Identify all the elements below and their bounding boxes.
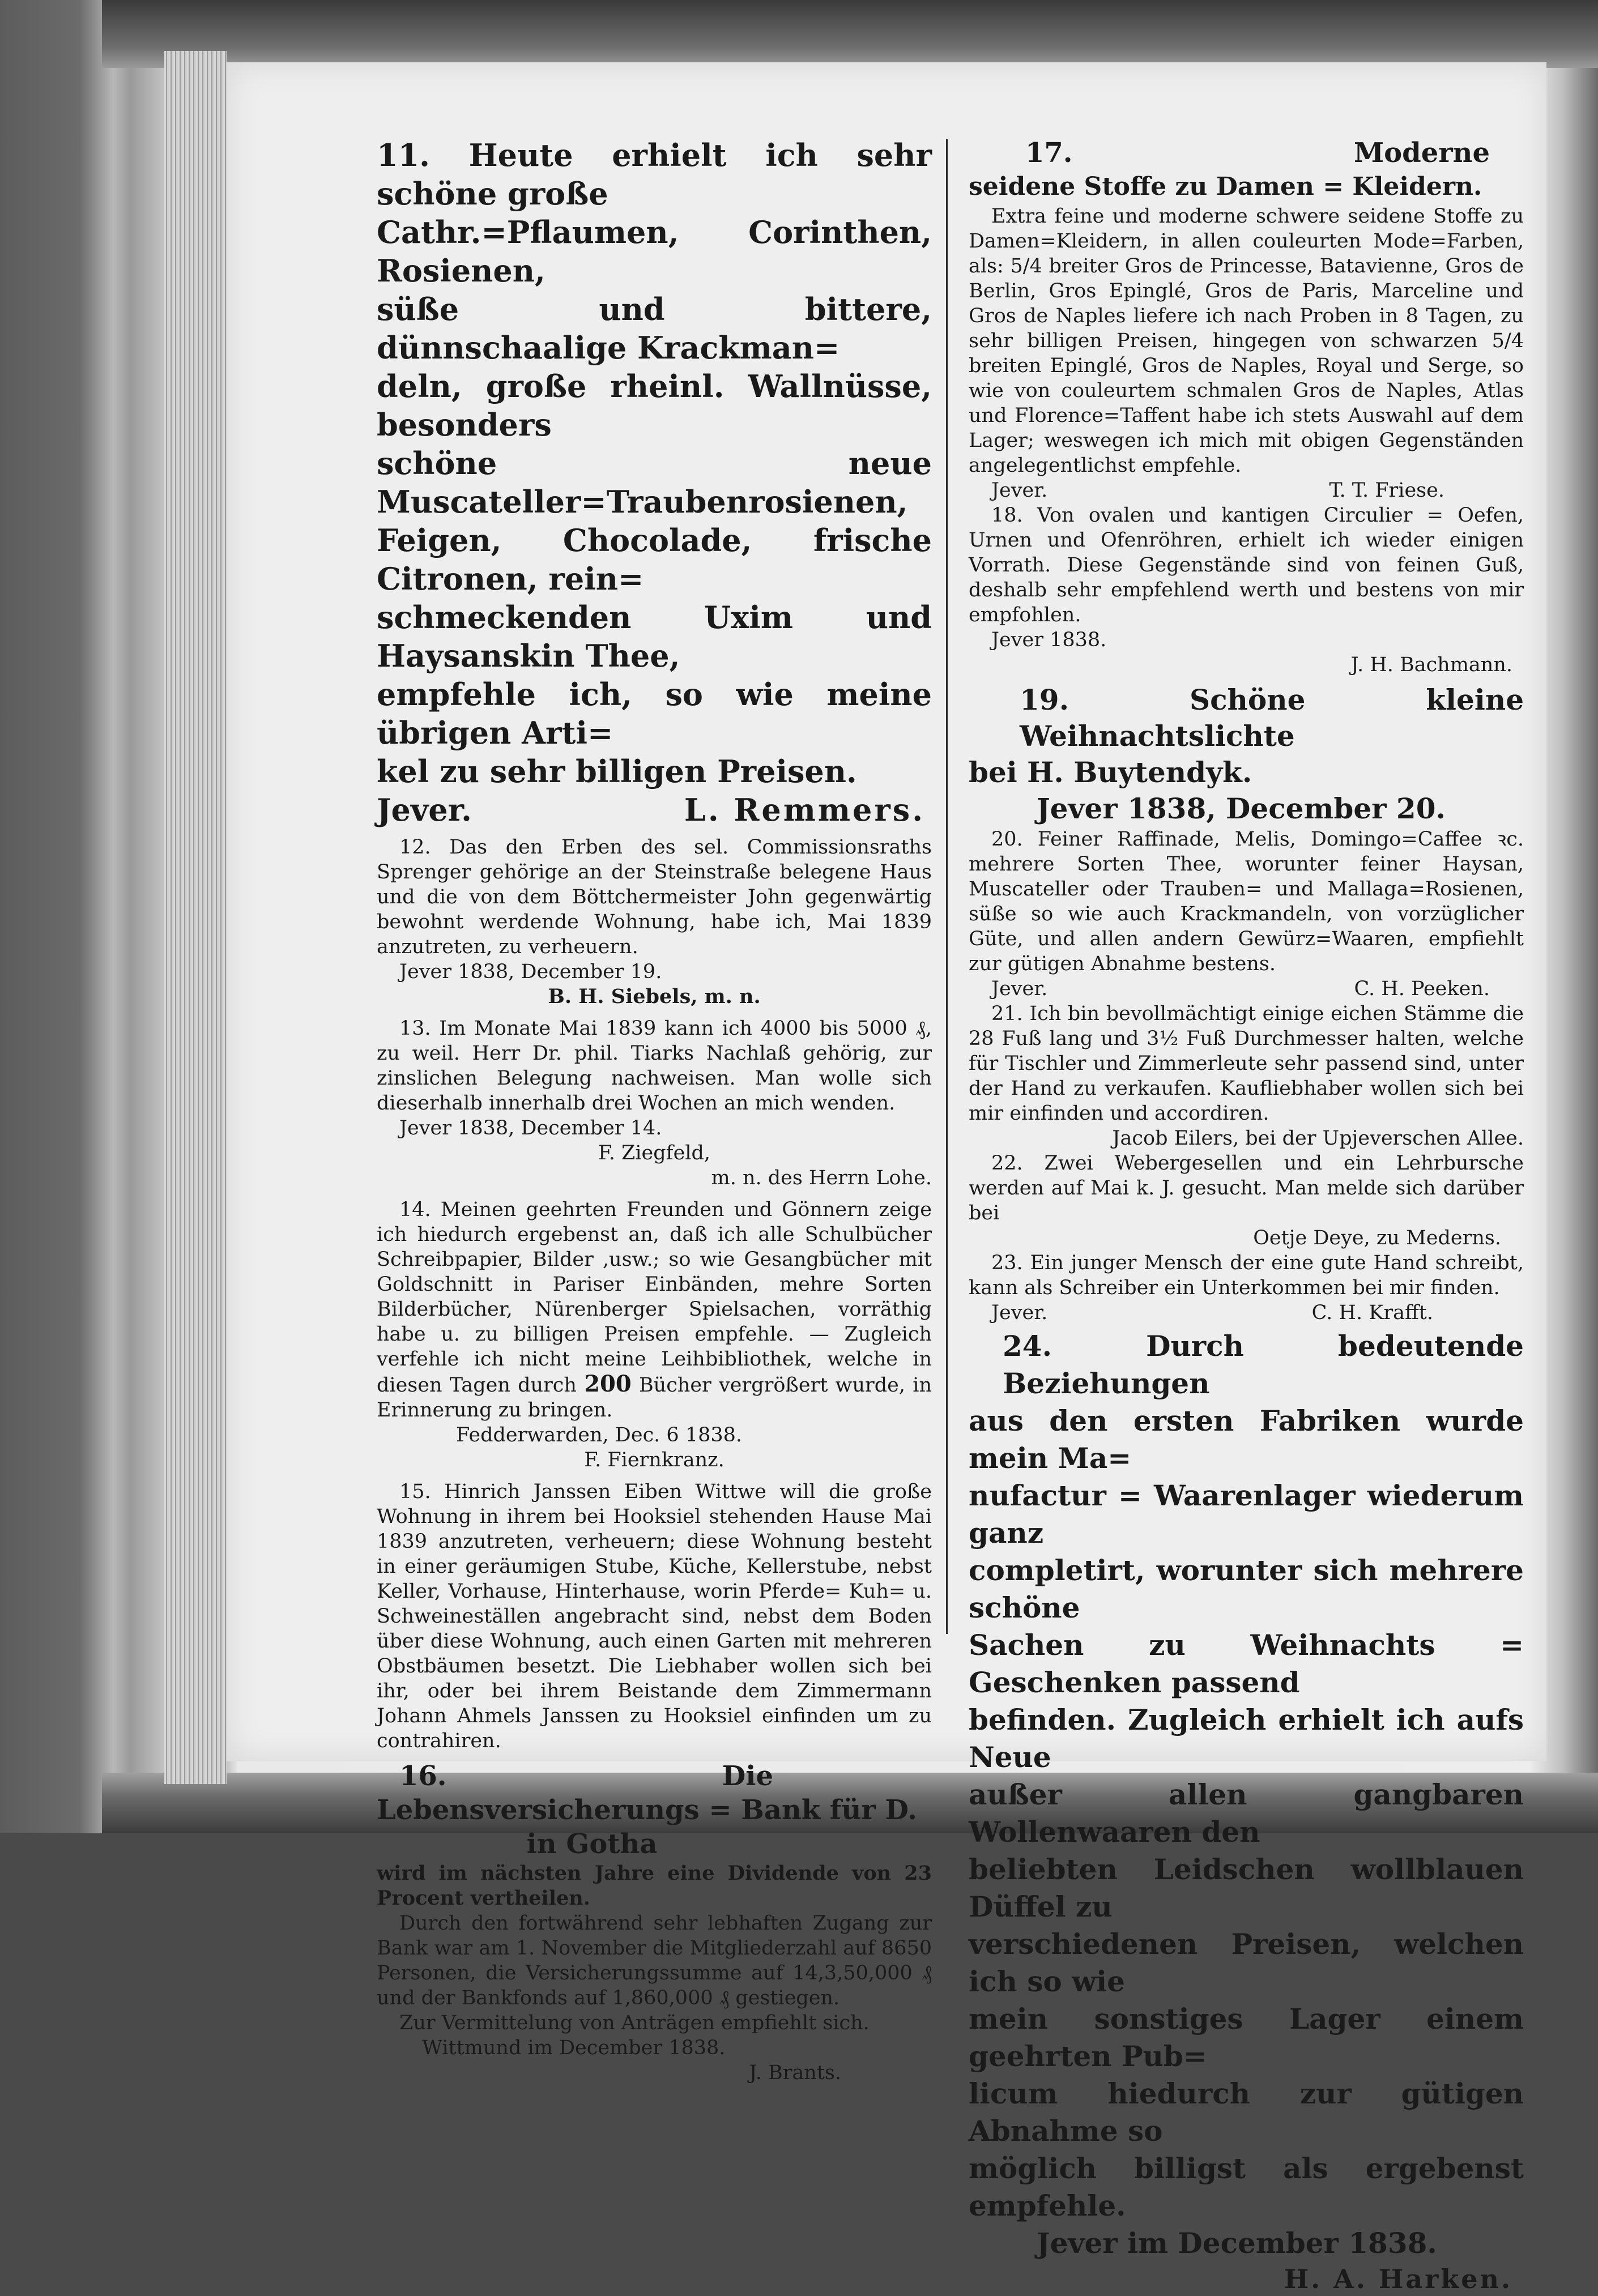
ad-17-place: Jever. — [991, 479, 1048, 502]
ad-17-signer: T. T. Friese. — [1329, 479, 1444, 502]
left-column — [377, 136, 932, 2085]
ad-16-signer: J. Brants. — [749, 2062, 841, 2084]
ad-16-head1: Die — [722, 1760, 773, 1792]
ad-19-line2: bei H. Buytendyk. — [969, 756, 1252, 789]
ad-13-signer-line2: m. n. des Herrn Lohe. — [711, 1167, 932, 1189]
ad-16-text2: Durch den fortwährend sehr lebhaften Zugang zur Bank war am 1. November die Mitgliederzahl auf 8650 Personen, die Versicherungssumme auf 14,3,50,000 ₰ und der Bankfonds auf 1,860,000 ₰ gestiegen. — [377, 1912, 932, 2009]
ad-22 — [969, 1151, 1524, 1251]
ad-19-line1: 19. Schöne kleine Weihnachtslichte — [1020, 683, 1524, 753]
ad-18-signer: J. H. Bachmann. — [1350, 654, 1512, 676]
ad-20-place: Jever. — [991, 978, 1048, 1000]
ad-11-signature — [377, 791, 932, 829]
ad-17-number: 17. — [1025, 137, 1073, 169]
ad-20-signer: C. H. Peeken. — [1354, 978, 1490, 1000]
ad-21-signer: Jacob Eilers, bei der Upjeverschen Allee. — [1112, 1127, 1524, 1150]
ad-18-text: 18. Von ovalen und kantigen Circulier = Oefen, Urnen und Ofenröhren, erhielt ich wieder einigen Vorrath. Diese Gegenstände sind von feinen Guß, deshalb sehr empfehlend werth und bestens von mir empfohlen. — [969, 504, 1524, 626]
ad-12-text: 12. Das den Erben des sel. Commissionsraths Sprenger gehörige an der Steinstraße belegene Haus und die von dem Böttchermeister John gegenwärtig bewohnt werdende Wohnung, habe ich, Mai 1839 anzutreten, zu verheuern. — [377, 836, 932, 958]
right-column — [969, 136, 1524, 2296]
ad-16-head3: in Gotha — [526, 1828, 658, 1860]
ad-12-date: Jever 1838, December 19. — [399, 961, 662, 983]
ad-11 — [377, 136, 932, 829]
newspaper-page — [227, 62, 1546, 2294]
ad-13-text: 13. Im Monate Mai 1839 kann ich 4000 bis 5000 ₰, zu weil. Herr Dr. phil. Tiarks Nachlaß gehörig, zur zinslichen Belegung nachweisen. Man wolle sich dieserhalb innerhalb drei Wochen an mich wenden. — [377, 1017, 932, 1115]
ad-16-header — [377, 1759, 932, 1793]
ad-24-line: licum hiedurch zur gütigen Abnahme so — [969, 2077, 1524, 2148]
ad-24-line: aus den ersten Fabriken wurde mein Ma= — [969, 1404, 1524, 1475]
ad-17-signature — [969, 478, 1524, 503]
ad-11-line: Cathr.=Pflaumen, Corinthen, Rosienen, — [377, 214, 932, 289]
ad-17-head2: seidene Stoffe zu Damen = Kleidern. — [969, 172, 1482, 201]
ad-14-bold-number: 200 — [584, 1371, 632, 1397]
ad-16-text: wird im nächsten Jahre eine Dividende von 23 Procent vertheilen. — [377, 1862, 932, 1910]
ad-17-text: Extra feine und moderne schwere seidene Stoffe zu Damen=Kleidern, in allen couleurten Mode=Farben, als: 5/4 breiter Gros de Princesse, Batavienne, Gros de Berlin, Gros Epinglé, Gros de Paris, Marceline und Gros de Naples liefere ich nach Proben in 8 Tagen, zu sehr billigen Preisen, hingegen von schwarzen 5/4 breiten Epinglé, Gros de Naples, Royal und Serge, so wie von couleurtem schmalen Gros de Naples, Atlas und Florence=Taffent habe ich stets Auswahl auf dem Lager; weswegen ich mich mit obigen Gegenständen angelegentlichst empfehle. — [969, 205, 1524, 477]
ad-11-line: süße und bittere, dünnschaalige Krackman= — [377, 291, 932, 366]
ad-20-text: 20. Feiner Raffinade, Melis, Domingo=Caffee ꝛc. mehrere Sorten Thee, worunter feiner Haysan, Muscateller oder Trauben= und Mallaga=Rosienen, süße so wie auch Krackmandeln, von vorzüglicher Güte, und allen andern Gewürz=Waaren, empfiehlt zur gütigen Abnahme bestens. — [969, 828, 1524, 975]
ad-11-line: kel zu sehr billigen Preisen. — [377, 753, 857, 789]
ad-24 — [969, 1328, 1524, 2296]
ad-24-line: verschiedenen Preisen, welchen ich so wie — [969, 1927, 1524, 1998]
ad-12-signer: B. H. Siebels, m. n. — [548, 985, 761, 1008]
ad-24-line: befinden. Zugleich erhielt ich aufs Neue — [969, 1703, 1524, 1774]
ad-12 — [377, 835, 932, 1009]
ad-23-text: 23. Ein junger Mensch der eine gute Hand schreibt, kann als Schreiber ein Unterkommen bei mir finden. — [969, 1252, 1524, 1299]
ad-16-date: Wittmund im December 1838. — [422, 2037, 726, 2059]
ad-11-line: schöne neue Muscateller=Traubenrosienen, — [377, 445, 932, 520]
ad-11-line: empfehle ich, so wie meine übrigen Arti= — [377, 676, 932, 751]
ad-19-line3: Jever 1838, December 20. — [1037, 792, 1446, 825]
ad-15-text: 15. Hinrich Janssen Eiben Wittwe will die große Wohnung in ihrem bei Hooksiel stehenden Hause Mai 1839 anzutreten, verheuern; diese Wohnung besteht in einer geräumigen Stube, Küche, Kellerstube, nebst Keller, Vorhause, Hinterhause, worin Pferde= Kuh= u. Schweineställen angebracht sind, nebst dem Boden über diese Wohnung, auch einen Garten mit mehreren Obstbäumen besetzt. Die Liebhaber wollen sich bei ihr, oder bei ihrem Beistande dem Zimmermann Johann Ahmels Janssen zu Hooksiel einfinden um zu contrahiren. — [377, 1480, 932, 1752]
ad-11-line: 11. Heute erhielt ich sehr schöne große — [377, 137, 932, 212]
ad-13-signer: F. Ziegfeld, — [598, 1142, 711, 1164]
ad-18 — [969, 503, 1524, 677]
ad-11-line: Feigen, Chocolade, frische Citronen, rein= — [377, 522, 932, 597]
ad-20-signature — [969, 976, 1524, 1001]
ad-24-line: mein sonstiges Lager einem geehrten Pub= — [969, 2002, 1524, 2073]
ad-22-signer: Oetje Deye, zu Mederns. — [1253, 1227, 1501, 1249]
ad-24-line: außer allen gangbaren Wollenwaaren den — [969, 1778, 1524, 1849]
ad-20 — [969, 827, 1524, 1001]
ad-23-signature — [969, 1300, 1524, 1325]
ad-16 — [377, 1759, 932, 2085]
ad-24-line: möglich billigst als ergebenst empfehle. — [969, 2152, 1524, 2222]
ad-16-head2: Lebensversicherungs = Bank für D. — [377, 1794, 917, 1826]
ad-19 — [969, 682, 1524, 827]
page-edges — [164, 51, 227, 1784]
ad-21 — [969, 1001, 1524, 1151]
ad-24-line: Sachen zu Weihnachts = Geschenken passend — [969, 1628, 1524, 1699]
ad-23-signer: C. H. Krafft. — [1311, 1301, 1433, 1324]
ad-24-line: beliebten Leidschen wollblauen Düffel zu — [969, 1853, 1524, 1923]
ad-16-text3: Zur Vermittelung von Anträgen empfiehlt sich. — [399, 2012, 870, 2034]
ad-11-line: schmeckenden Uxim und Haysanskin Thee, — [377, 599, 932, 674]
ad-14-signer: F. Fiernkranz. — [584, 1449, 725, 1471]
ad-13 — [377, 1016, 932, 1190]
ad-24-line: 24. Durch bedeutende Beziehungen — [1003, 1329, 1524, 1400]
ad-17-header — [969, 136, 1524, 170]
ad-14-text: 14. Meinen geehrten Freunden und Gönnern zeige ich hiedurch ergebenst an, daß ich alle Schulbücher Schreibpapier, Bilder ,usw.; so wie Gesangbücher mit Goldschnitt in Pariser Einbänden, mehre Sorten Bilderbücher, Nürenberger Spielsachen, vorräthig habe u. zu billigen Preisen empfehle. — Zugleich verfehle ich nicht meine Leihbibliothek, welche in diesen Tagen durch 200 Bücher vergrößert wurde, in Erinnerung zu bringen. — [377, 1198, 932, 1422]
ad-24-line: nufactur = Waarenlager wiederum ganz — [969, 1479, 1524, 1550]
ad-24-signer: H. A. Harken. — [1284, 2264, 1512, 2294]
ad-24-line: completirt, worunter sich mehrere schöne — [969, 1554, 1524, 1624]
column-divider — [946, 139, 948, 1634]
ad-11-signer: L. Remmers. — [684, 792, 925, 828]
book-cover-top — [102, 0, 1598, 68]
ad-23-place: Jever. — [991, 1301, 1048, 1324]
ad-18-date: Jever 1838. — [991, 629, 1107, 651]
ad-16-number: 16. — [399, 1760, 447, 1792]
ad-15 — [377, 1479, 932, 1753]
ad-17 — [969, 136, 1524, 503]
ad-22-text: 22. Zwei Webergesellen und ein Lehrbursche werden auf Mai k. J. gesucht. Man melde sich darüber bei — [969, 1152, 1524, 1224]
ad-14 — [377, 1197, 932, 1473]
ad-11-line: deln, große rheinl. Wallnüsse, besonders — [377, 368, 932, 443]
ad-14-date: Fedderwarden, Dec. 6 1838. — [456, 1424, 743, 1446]
ad-13-date: Jever 1838, December 14. — [399, 1117, 662, 1140]
ad-11-place: Jever. — [377, 792, 472, 828]
ad-24-date: Jever im December 1838. — [1037, 2226, 1437, 2260]
ad-23 — [969, 1251, 1524, 1325]
ad-21-text: 21. Ich bin bevollmächtigt einige eichen Stämme die 28 Fuß lang und 3½ Fuß Durchmesser halten, welche für Tischler und Zimmerleute sehr passend sind, unter der Hand zu verkaufen. Kaufliebhaber wollen sich bei mir einfinden und accordiren. — [969, 1002, 1524, 1125]
ad-17-head1: Moderne — [1354, 137, 1490, 169]
